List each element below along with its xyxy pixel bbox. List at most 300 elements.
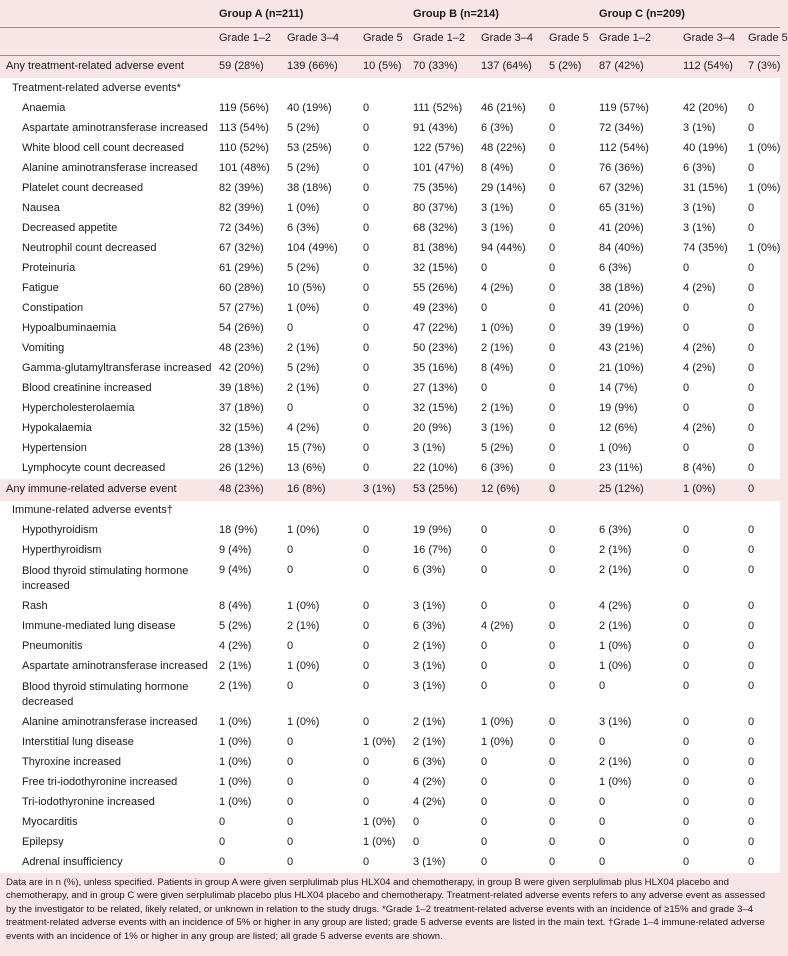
value-cell: 5 (2%): [281, 159, 357, 179]
value-cell: 14 (7%): [593, 379, 677, 399]
table-row: [0, 159, 780, 179]
value-cell: 0: [475, 833, 543, 853]
value-cell: 32 (15%): [407, 259, 475, 279]
row-label: Hypokalaemia: [0, 419, 213, 439]
table-body: [0, 56, 780, 874]
table-row: [0, 713, 780, 733]
value-cell: 0: [281, 833, 357, 853]
value-cell: 1 (0%): [281, 657, 357, 677]
value-cell: 8 (4%): [677, 459, 742, 479]
value-cell: 0: [357, 541, 407, 561]
value-cell: 0: [543, 379, 593, 399]
table-row: [0, 813, 780, 833]
value-cell: 0: [742, 637, 780, 657]
group-header-row: [0, 0, 780, 28]
corner-cell: [0, 0, 213, 28]
value-cell: 1 (0%): [281, 713, 357, 733]
value-cell: 0: [742, 219, 780, 239]
value-cell: 0: [357, 521, 407, 541]
value-cell: 1 (0%): [213, 713, 281, 733]
table-row: [0, 119, 780, 139]
value-cell: 3 (1%): [407, 677, 475, 713]
value-cell: 4 (2%): [407, 793, 475, 813]
value-cell: 0: [543, 399, 593, 419]
value-cell: 48 (23%): [213, 339, 281, 359]
value-cell: 29 (14%): [475, 179, 543, 199]
value-cell: 4 (2%): [281, 419, 357, 439]
grade-header: Grade 3–4: [475, 28, 543, 56]
value-cell: 1 (0%): [357, 813, 407, 833]
value-cell: 3 (1%): [407, 597, 475, 617]
value-cell: 1 (0%): [677, 479, 742, 501]
value-cell: 0: [742, 399, 780, 419]
value-cell: 0: [543, 219, 593, 239]
row-label: Lymphocyte count decreased: [0, 459, 213, 479]
value-cell: 0: [742, 657, 780, 677]
table-row: [0, 521, 780, 541]
value-cell: 5 (2%): [213, 617, 281, 637]
value-cell: 0: [281, 733, 357, 753]
grade-header: Grade 1–2: [407, 28, 475, 56]
table-row: [0, 657, 780, 677]
value-cell: 1 (0%): [213, 793, 281, 813]
value-cell: 0: [742, 677, 780, 713]
value-cell: 6 (3%): [593, 259, 677, 279]
value-cell: 4 (2%): [677, 419, 742, 439]
table-row: [0, 399, 780, 419]
value-cell: 19 (9%): [593, 399, 677, 419]
value-cell: 0: [677, 813, 742, 833]
value-cell: 3 (1%): [677, 219, 742, 239]
value-cell: 48 (22%): [475, 139, 543, 159]
value-cell: 31 (15%): [677, 179, 742, 199]
value-cell: 0: [742, 713, 780, 733]
value-cell: 0: [543, 657, 593, 677]
value-cell: 0: [677, 617, 742, 637]
value-cell: 104 (49%): [281, 239, 357, 259]
group-b-header: Group B (n=214): [407, 0, 593, 28]
value-cell: 0: [543, 279, 593, 299]
value-cell: 0: [543, 439, 593, 459]
value-cell: 2 (1%): [213, 657, 281, 677]
value-cell: 110 (52%): [213, 139, 281, 159]
value-cell: 0: [742, 359, 780, 379]
value-cell: 0: [357, 677, 407, 713]
value-cell: 6 (3%): [407, 561, 475, 597]
value-cell: 0: [677, 541, 742, 561]
value-cell: 84 (40%): [593, 239, 677, 259]
value-cell: 28 (13%): [213, 439, 281, 459]
table-row: [0, 853, 780, 873]
value-cell: 6 (3%): [677, 159, 742, 179]
value-cell: 0: [677, 399, 742, 419]
value-cell: 0: [742, 561, 780, 597]
value-cell: 0: [543, 479, 593, 501]
value-cell: 1 (0%): [475, 733, 543, 753]
value-cell: 0: [213, 853, 281, 873]
table-row: [0, 239, 780, 259]
value-cell: 0: [281, 637, 357, 657]
value-cell: 0: [357, 617, 407, 637]
table-row: [0, 299, 780, 319]
value-cell: 112 (54%): [677, 56, 742, 79]
row-label: Nausea: [0, 199, 213, 219]
value-cell: 40 (19%): [677, 139, 742, 159]
value-cell: 0: [677, 299, 742, 319]
value-cell: 0: [475, 521, 543, 541]
value-cell: 0: [543, 159, 593, 179]
value-cell: 2 (1%): [213, 677, 281, 713]
value-cell: 0: [593, 853, 677, 873]
value-cell: 68 (32%): [407, 219, 475, 239]
value-cell: 91 (43%): [407, 119, 475, 139]
row-label: Gamma-glutamyltransferase increased: [0, 359, 213, 379]
value-cell: 2 (1%): [593, 541, 677, 561]
table-row: [0, 199, 780, 219]
value-cell: 0: [543, 199, 593, 219]
value-cell: 3 (1%): [407, 853, 475, 873]
value-cell: 3 (1%): [593, 713, 677, 733]
grade-header: Grade 5: [357, 28, 407, 56]
any-treatment-related-row: [0, 56, 780, 79]
row-label: Immune-mediated lung disease: [0, 617, 213, 637]
value-cell: 0: [593, 813, 677, 833]
row-label: Interstitial lung disease: [0, 733, 213, 753]
value-cell: 0: [742, 319, 780, 339]
value-cell: 0: [407, 813, 475, 833]
value-cell: 0: [543, 179, 593, 199]
value-cell: 41 (20%): [593, 219, 677, 239]
table-footnote: Data are in n (%), unless specified. Patients in group A were given serplulimab plus HLX04 and chemotherapy, in group B were given serplulimab plus HLX04 placebo and chemotherapy, and in group C were given serplulimab placebo plus HLX04 placebo and chemotherapy. Treatment-related adverse events refers to any adverse event as assessed by the investigator to be related, likely related, or unknown in relation to the study drugs. *Grade 1–2 treatment-related adverse events with an incidence of ≥15% and grade 3–4 treatment-related adverse events with an incidence of 5% or higher in any group are listed; grade 5 adverse events are listed in the main text. †Grade 1–4 immune-related adverse events with an incidence of 1% or higher in any group are listed; all grade 5 adverse events are shown.: [6, 877, 766, 942]
value-cell: 0: [281, 677, 357, 713]
value-cell: 4 (2%): [475, 279, 543, 299]
value-cell: 61 (29%): [213, 259, 281, 279]
value-cell: 50 (23%): [407, 339, 475, 359]
grade-header: Grade 3–4: [281, 28, 357, 56]
value-cell: 75 (35%): [407, 179, 475, 199]
value-cell: 60 (28%): [213, 279, 281, 299]
value-cell: 0: [357, 119, 407, 139]
value-cell: 0: [742, 439, 780, 459]
value-cell: 0: [742, 773, 780, 793]
value-cell: 81 (38%): [407, 239, 475, 259]
section-title: Immune-related adverse events†: [0, 501, 780, 521]
table-row: [0, 319, 780, 339]
value-cell: 6 (3%): [407, 753, 475, 773]
value-cell: 0: [543, 617, 593, 637]
value-cell: 0: [357, 597, 407, 617]
value-cell: 0: [475, 657, 543, 677]
value-cell: 0: [357, 459, 407, 479]
value-cell: 0: [742, 159, 780, 179]
row-label: Free tri-iodothyronine increased: [0, 773, 213, 793]
value-cell: 54 (26%): [213, 319, 281, 339]
value-cell: 3 (1%): [475, 199, 543, 219]
value-cell: 0: [475, 561, 543, 597]
value-cell: 0: [543, 541, 593, 561]
value-cell: 0: [543, 753, 593, 773]
value-cell: 0: [357, 279, 407, 299]
value-cell: 0: [357, 159, 407, 179]
value-cell: 3 (1%): [357, 479, 407, 501]
value-cell: 0: [742, 339, 780, 359]
value-cell: 0: [677, 319, 742, 339]
value-cell: 1 (0%): [281, 199, 357, 219]
value-cell: 2 (1%): [593, 561, 677, 597]
value-cell: 0: [213, 813, 281, 833]
value-cell: 10 (5%): [357, 56, 407, 79]
value-cell: 37 (18%): [213, 399, 281, 419]
value-cell: 15 (7%): [281, 439, 357, 459]
value-cell: 0: [357, 339, 407, 359]
value-cell: 0: [281, 793, 357, 813]
value-cell: 4 (2%): [213, 637, 281, 657]
value-cell: 0: [475, 597, 543, 617]
value-cell: 26 (12%): [213, 459, 281, 479]
value-cell: 13 (6%): [281, 459, 357, 479]
table-row: [0, 541, 780, 561]
value-cell: 0: [677, 521, 742, 541]
table-row: [0, 419, 780, 439]
value-cell: 0: [742, 597, 780, 617]
table-row: [0, 439, 780, 459]
value-cell: 4 (2%): [677, 339, 742, 359]
value-cell: 1 (0%): [357, 833, 407, 853]
value-cell: 1 (0%): [281, 597, 357, 617]
value-cell: 0: [475, 379, 543, 399]
value-cell: 8 (4%): [213, 597, 281, 617]
row-label: Hypercholesterolaemia: [0, 399, 213, 419]
value-cell: 0: [543, 99, 593, 119]
table-row: [0, 753, 780, 773]
value-cell: 0: [593, 833, 677, 853]
value-cell: 0: [742, 521, 780, 541]
value-cell: 39 (18%): [213, 379, 281, 399]
value-cell: 0: [357, 561, 407, 597]
group-a-header: Group A (n=211): [213, 0, 407, 28]
value-cell: 35 (16%): [407, 359, 475, 379]
value-cell: 40 (19%): [281, 99, 357, 119]
value-cell: 2 (1%): [475, 399, 543, 419]
value-cell: 0: [742, 793, 780, 813]
value-cell: 0: [742, 459, 780, 479]
value-cell: 0: [677, 657, 742, 677]
value-cell: 113 (54%): [213, 119, 281, 139]
grade-header: Grade 5: [742, 28, 780, 56]
table-row: [0, 459, 780, 479]
value-cell: 47 (22%): [407, 319, 475, 339]
value-cell: 1 (0%): [213, 733, 281, 753]
table-row: [0, 597, 780, 617]
value-cell: 4 (2%): [407, 773, 475, 793]
value-cell: 119 (56%): [213, 99, 281, 119]
value-cell: 0: [742, 299, 780, 319]
row-label: Alanine aminotransferase increased: [0, 713, 213, 733]
value-cell: 72 (34%): [593, 119, 677, 139]
value-cell: 0: [677, 561, 742, 597]
value-cell: 7 (3%): [742, 56, 780, 79]
value-cell: 10 (5%): [281, 279, 357, 299]
value-cell: 0: [357, 637, 407, 657]
value-cell: 49 (23%): [407, 299, 475, 319]
value-cell: 0: [357, 299, 407, 319]
value-cell: 0: [543, 713, 593, 733]
row-label: Adrenal insufficiency: [0, 853, 213, 873]
value-cell: 0: [543, 319, 593, 339]
value-cell: 55 (26%): [407, 279, 475, 299]
value-cell: 32 (15%): [407, 399, 475, 419]
value-cell: 65 (31%): [593, 199, 677, 219]
value-cell: 5 (2%): [543, 56, 593, 79]
value-cell: 8 (4%): [475, 359, 543, 379]
value-cell: 0: [742, 833, 780, 853]
value-cell: 0: [677, 379, 742, 399]
row-label: Fatigue: [0, 279, 213, 299]
value-cell: 0: [677, 677, 742, 713]
value-cell: 2 (1%): [281, 339, 357, 359]
value-cell: 0: [357, 239, 407, 259]
value-cell: 67 (32%): [593, 179, 677, 199]
value-cell: 0: [357, 99, 407, 119]
value-cell: 80 (37%): [407, 199, 475, 219]
value-cell: 0: [543, 239, 593, 259]
value-cell: 0: [475, 813, 543, 833]
value-cell: 0: [281, 561, 357, 597]
value-cell: 1 (0%): [357, 733, 407, 753]
value-cell: 0: [742, 479, 780, 501]
value-cell: 42 (20%): [677, 99, 742, 119]
value-cell: 5 (2%): [475, 439, 543, 459]
value-cell: 0: [593, 677, 677, 713]
row-label: Neutrophil count decreased: [0, 239, 213, 259]
value-cell: 0: [742, 279, 780, 299]
value-cell: 1 (0%): [593, 439, 677, 459]
value-cell: 8 (4%): [475, 159, 543, 179]
value-cell: 0: [543, 359, 593, 379]
value-cell: 0: [742, 813, 780, 833]
value-cell: 2 (1%): [593, 753, 677, 773]
value-cell: 2 (1%): [407, 733, 475, 753]
value-cell: 2 (1%): [407, 713, 475, 733]
value-cell: 0: [357, 793, 407, 813]
value-cell: 0: [357, 399, 407, 419]
value-cell: 1 (0%): [475, 713, 543, 733]
value-cell: 137 (64%): [475, 56, 543, 79]
value-cell: 1 (0%): [742, 179, 780, 199]
value-cell: 0: [742, 753, 780, 773]
row-label: Constipation: [0, 299, 213, 319]
value-cell: 0: [677, 259, 742, 279]
value-cell: 3 (1%): [677, 119, 742, 139]
value-cell: 2 (1%): [475, 339, 543, 359]
value-cell: 2 (1%): [407, 637, 475, 657]
value-cell: 0: [543, 813, 593, 833]
value-cell: 2 (1%): [281, 617, 357, 637]
value-cell: 0: [677, 793, 742, 813]
value-cell: 0: [543, 637, 593, 657]
value-cell: 1 (0%): [213, 773, 281, 793]
value-cell: 0: [543, 597, 593, 617]
value-cell: 112 (54%): [593, 139, 677, 159]
value-cell: 0: [281, 773, 357, 793]
table-row: [0, 279, 780, 299]
value-cell: 0: [677, 853, 742, 873]
value-cell: 19 (9%): [407, 521, 475, 541]
row-label: Rash: [0, 597, 213, 617]
value-cell: 6 (3%): [475, 459, 543, 479]
table-row: [0, 833, 780, 853]
value-cell: 16 (7%): [407, 541, 475, 561]
table-row: [0, 359, 780, 379]
grade-header: Grade 3–4: [677, 28, 742, 56]
value-cell: 5 (2%): [281, 259, 357, 279]
value-cell: 3 (1%): [475, 419, 543, 439]
value-cell: 0: [281, 399, 357, 419]
row-label: Aspartate aminotransferase increased: [0, 119, 213, 139]
value-cell: 1 (0%): [593, 773, 677, 793]
value-cell: 0: [593, 733, 677, 753]
value-cell: 59 (28%): [213, 56, 281, 79]
row-label: Myocarditis: [0, 813, 213, 833]
value-cell: 0: [543, 773, 593, 793]
value-cell: 9 (4%): [213, 541, 281, 561]
value-cell: 48 (23%): [213, 479, 281, 501]
value-cell: 0: [677, 713, 742, 733]
value-cell: 0: [357, 439, 407, 459]
value-cell: 1 (0%): [281, 299, 357, 319]
value-cell: 0: [677, 833, 742, 853]
value-cell: 0: [677, 637, 742, 657]
value-cell: 0: [543, 521, 593, 541]
value-cell: 0: [475, 773, 543, 793]
value-cell: 4 (2%): [475, 617, 543, 637]
value-cell: 0: [742, 379, 780, 399]
value-cell: 0: [677, 439, 742, 459]
value-cell: 0: [543, 733, 593, 753]
row-label: Alanine aminotransferase increased: [0, 159, 213, 179]
row-label: Aspartate aminotransferase increased: [0, 657, 213, 677]
row-label: Vomiting: [0, 339, 213, 359]
corner-cell: [0, 28, 213, 56]
value-cell: 0: [475, 853, 543, 873]
value-cell: 2 (1%): [281, 379, 357, 399]
value-cell: 87 (42%): [593, 56, 677, 79]
value-cell: 23 (11%): [593, 459, 677, 479]
value-cell: 0: [677, 753, 742, 773]
immune-related-section-header: [0, 501, 780, 521]
value-cell: 0: [475, 299, 543, 319]
value-cell: 1 (0%): [742, 239, 780, 259]
value-cell: 0: [357, 259, 407, 279]
value-cell: 0: [357, 657, 407, 677]
row-label: White blood cell count decreased: [0, 139, 213, 159]
table-row: [0, 99, 780, 119]
value-cell: 1 (0%): [742, 139, 780, 159]
value-cell: 0: [543, 139, 593, 159]
table-row: [0, 139, 780, 159]
value-cell: 0: [475, 541, 543, 561]
grade-header: Grade 5: [543, 28, 593, 56]
value-cell: 38 (18%): [593, 279, 677, 299]
row-label: Anaemia: [0, 99, 213, 119]
value-cell: 70 (33%): [407, 56, 475, 79]
value-cell: 3 (1%): [407, 657, 475, 677]
value-cell: 22 (10%): [407, 459, 475, 479]
value-cell: 32 (15%): [213, 419, 281, 439]
value-cell: 42 (20%): [213, 359, 281, 379]
table-row: [0, 793, 780, 813]
value-cell: 0: [543, 677, 593, 713]
